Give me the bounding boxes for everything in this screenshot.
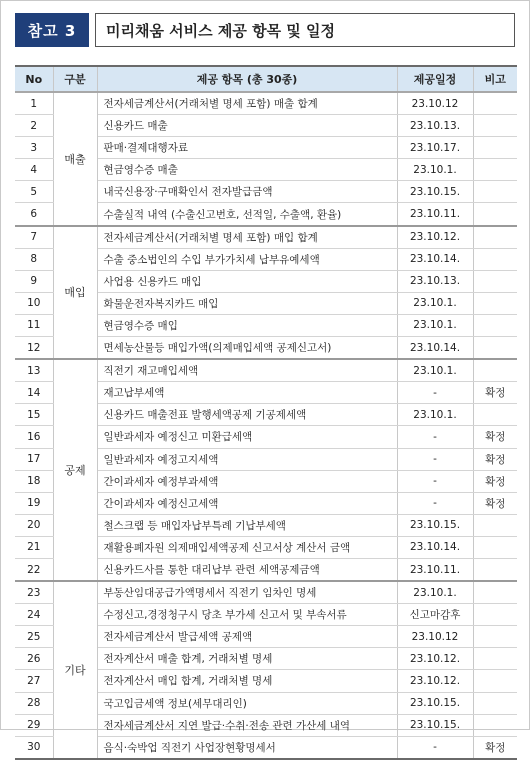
row-number: 30 [15,736,53,759]
column-header-category: 구분 [53,66,97,92]
note-cell [473,159,517,181]
item-cell: 재고납부세액 [97,382,397,404]
row-number: 26 [15,648,53,670]
item-cell: 현금영수증 매출 [97,159,397,181]
date-cell: 23.10.1. [397,581,473,604]
date-cell: - [397,736,473,759]
date-cell: 23.10.17. [397,137,473,159]
note-cell [473,115,517,137]
column-header-date: 제공일정 [397,66,473,92]
date-cell: 23.10.12 [397,92,473,115]
row-number: 4 [15,159,53,181]
note-cell [473,203,517,226]
note-cell: 확정 [473,492,517,514]
column-header-no: No [15,66,53,92]
date-cell: - [397,470,473,492]
date-cell: 23.10.15. [397,714,473,736]
date-cell: - [397,382,473,404]
item-cell: 철스크랩 등 매입자납부특례 기납부세액 [97,514,397,536]
row-number: 2 [15,115,53,137]
note-cell [473,536,517,558]
note-cell [473,626,517,648]
category-cell: 매입 [53,226,97,360]
date-cell: 23.10.12 [397,626,473,648]
date-cell: 23.10.1. [397,292,473,314]
note-cell [473,248,517,270]
date-cell: 23.10.11. [397,558,473,581]
date-cell: 23.10.1. [397,159,473,181]
item-cell: 화물운전자복지카드 매입 [97,292,397,314]
item-cell: 전자세금계산서 발급세액 공제액 [97,626,397,648]
item-cell: 수출 중소법인의 수입 부가가치세 납부유예세액 [97,248,397,270]
note-cell: 확정 [473,448,517,470]
row-number: 12 [15,337,53,360]
date-cell: 23.10.1. [397,359,473,382]
note-cell [473,514,517,536]
item-cell: 판매·결제대행자료 [97,137,397,159]
category-cell: 기타 [53,581,97,759]
item-cell: 신용카드 매출 [97,115,397,137]
row-number: 3 [15,137,53,159]
date-cell: 23.10.11. [397,203,473,226]
row-number: 10 [15,292,53,314]
item-cell: 신용카드사를 통한 대리납부 관련 세액공제금액 [97,558,397,581]
date-cell: 23.10.1. [397,314,473,336]
item-cell: 부동산임대공급가액명세서 직전기 임차인 명세 [97,581,397,604]
row-number: 17 [15,448,53,470]
row-number: 6 [15,203,53,226]
row-number: 14 [15,382,53,404]
item-cell: 신용카드 매출전표 발행세액공제 기공제세액 [97,404,397,426]
note-cell [473,581,517,604]
item-cell: 간이과세자 예정신고세액 [97,492,397,514]
date-cell: - [397,426,473,448]
table-row [15,92,517,115]
row-number: 20 [15,514,53,536]
date-cell: 23.10.15. [397,181,473,203]
category-cell: 매출 [53,92,97,226]
date-cell: - [397,448,473,470]
item-cell: 수정신고,경정청구시 당초 부가세 신고서 및 부속서류 [97,604,397,626]
note-cell [473,181,517,203]
row-number: 28 [15,692,53,714]
row-number: 19 [15,492,53,514]
note-cell [473,226,517,249]
row-number: 15 [15,404,53,426]
item-cell: 일반과세자 예정고지세액 [97,448,397,470]
row-number: 13 [15,359,53,382]
date-cell: 23.10.13. [397,270,473,292]
date-cell: 23.10.13. [397,115,473,137]
note-cell [473,337,517,360]
row-number: 18 [15,470,53,492]
note-cell [473,558,517,581]
row-number: 7 [15,226,53,249]
item-cell: 전자세금계산서(거래처별 명세 포함) 매출 합계 [97,92,397,115]
date-cell: 신고마감후 [397,604,473,626]
row-number: 27 [15,670,53,692]
date-cell: 23.10.12. [397,226,473,249]
item-cell: 현금영수증 매입 [97,314,397,336]
row-number: 16 [15,426,53,448]
note-cell [473,137,517,159]
table-row [15,581,517,604]
item-cell: 음식·숙박업 직전기 사업장현황명세서 [97,736,397,759]
note-cell: 확정 [473,736,517,759]
row-number: 29 [15,714,53,736]
date-cell: 23.10.12. [397,670,473,692]
note-cell [473,692,517,714]
item-cell: 면세농산물등 매입가액(의제매입세액 공제신고서) [97,337,397,360]
date-cell: 23.10.12. [397,648,473,670]
item-cell: 일반과세자 예정신고 미환급세액 [97,426,397,448]
date-cell: 23.10.14. [397,248,473,270]
row-number: 5 [15,181,53,203]
note-cell [473,270,517,292]
item-cell: 전자세금계산서 지연 발급·수취·전송 관련 가산세 내역 [97,714,397,736]
reference-badge: 참고 3 [15,13,89,47]
item-cell: 전자계산서 매입 합계, 거래처별 명세 [97,670,397,692]
item-cell: 수출실적 내역 (수출신고번호, 선적일, 수출액, 환율) [97,203,397,226]
date-cell: 23.10.14. [397,536,473,558]
note-cell [473,670,517,692]
row-number: 25 [15,626,53,648]
date-cell: 23.10.1. [397,404,473,426]
column-header-note: 비고 [473,66,517,92]
page-title: 미리채움 서비스 제공 항목 및 일정 [95,13,515,47]
date-cell: 23.10.15. [397,692,473,714]
item-cell: 간이과세자 예정부과세액 [97,470,397,492]
date-cell: - [397,492,473,514]
table-row [15,226,517,249]
note-cell [473,92,517,115]
item-cell: 전자세금계산서(거래처별 명세 포함) 매입 합계 [97,226,397,249]
item-cell: 내국신용장·구매확인서 전자발급금액 [97,181,397,203]
row-number: 1 [15,92,53,115]
note-cell [473,648,517,670]
note-cell: 확정 [473,382,517,404]
row-number: 8 [15,248,53,270]
column-header-item: 제공 항목 (총 30종) [97,66,397,92]
note-cell [473,314,517,336]
row-number: 21 [15,536,53,558]
row-number: 24 [15,604,53,626]
date-cell: 23.10.14. [397,337,473,360]
item-cell: 직전기 재고매입세액 [97,359,397,382]
category-cell: 공제 [53,359,97,581]
note-cell: 확정 [473,470,517,492]
note-cell: 확정 [473,426,517,448]
section-header [15,13,515,47]
note-cell [473,359,517,382]
note-cell [473,404,517,426]
note-cell [473,604,517,626]
row-number: 22 [15,558,53,581]
item-cell: 국고입금세액 정보(세무대리인) [97,692,397,714]
table-row [15,359,517,382]
item-cell: 사업용 신용카드 매입 [97,270,397,292]
date-cell: 23.10.15. [397,514,473,536]
row-number: 9 [15,270,53,292]
row-number: 11 [15,314,53,336]
note-cell [473,292,517,314]
item-cell: 재활용폐자원 의제매입세액공제 신고서상 계산서 금액 [97,536,397,558]
note-cell [473,714,517,736]
table-header-row [15,66,517,92]
row-number: 23 [15,581,53,604]
schedule-table [15,65,517,760]
item-cell: 전자계산서 매출 합계, 거래처별 명세 [97,648,397,670]
table-body [15,92,517,759]
